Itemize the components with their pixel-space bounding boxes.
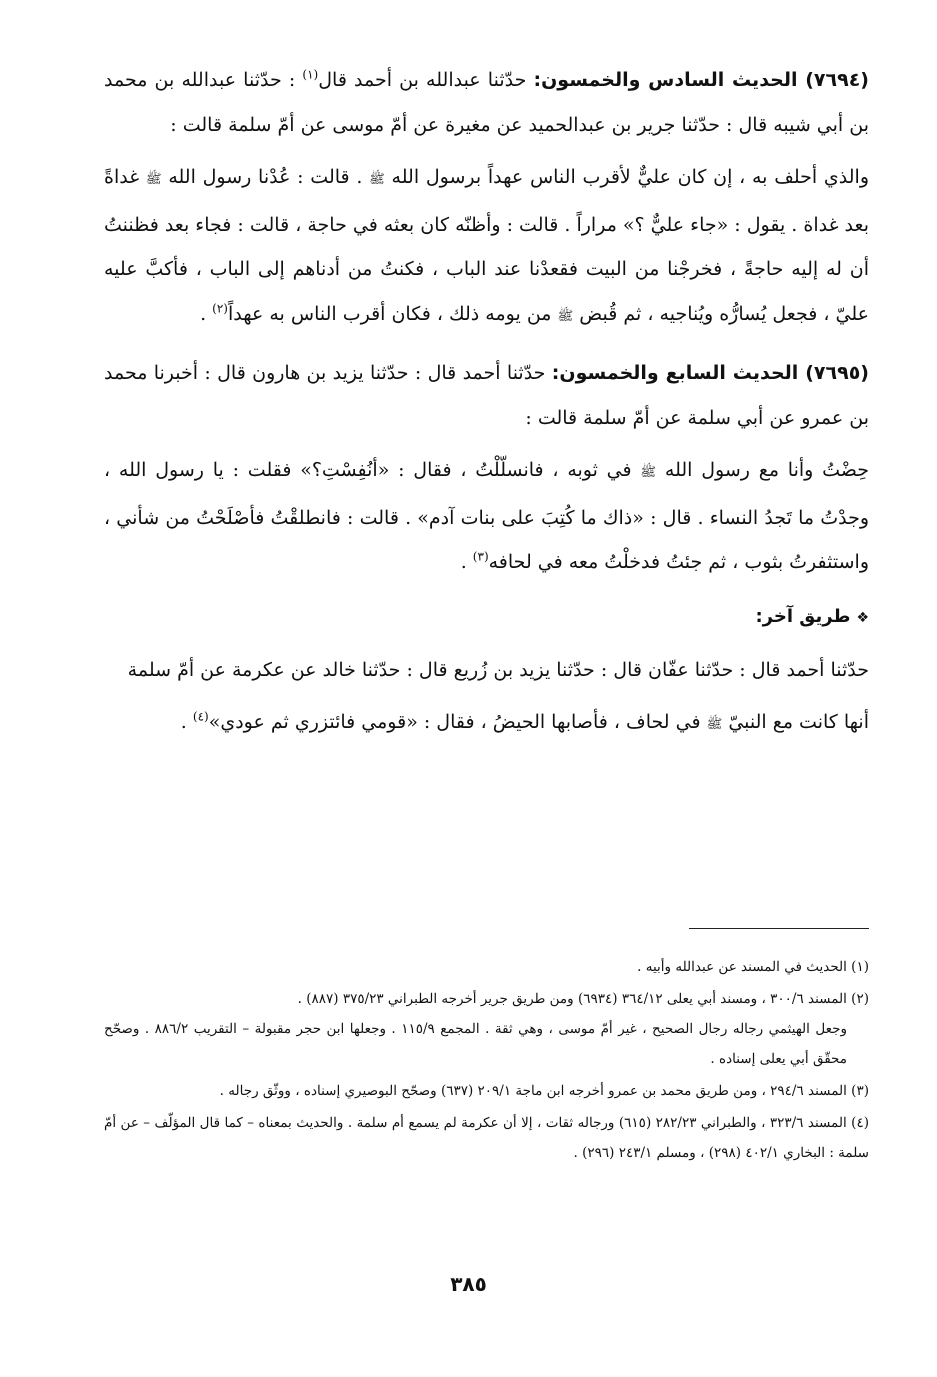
salutation-glyph: ﷺ <box>706 717 723 732</box>
another-route-isnad: حدّثنا أحمد قال : حدّثنا عفّان قال : حدّثنا يزيد بن زُريع قال : حدّثنا خالد عن عكرمة عن أمّ سلمة <box>127 658 869 681</box>
hadith-7694-isnad-2: : حدّثنا عبدالله بن محمد بن أبي شيبه قال : حدّثنا جرير بن عبدالحميد عن مغيرة عن أمّ موسى عن أمّ سلمة قالت : <box>104 69 869 136</box>
footnote-2-continuation: وجعل الهيثمي رجاله رجال الصحيح ، غير أمّ موسى ، وهي ثقة . المجمع ١١٥/٩ . وجعلها ابن حجر مقبولة – التقريب ٨٨٦/٢ . وصحّح محقّق أبي يعلى إسناده . <box>104 1021 847 1067</box>
footnote-4 <box>104 1108 869 1168</box>
hadith-7694-matn-1: والذي أحلف به ، إن كان عليٌّ لأقرب الناس عهداً برسول الله <box>384 166 869 188</box>
hadith-7694-matn-2: . قالت : عُدْنا رسول الله <box>161 166 370 188</box>
footnote-1-text: (١) الحديث في المسند عن عبدالله وأبيه . <box>637 959 869 975</box>
footnote-ref-1[interactable]: (١) <box>302 67 319 82</box>
hadith-7694-heading: (٧٦٩٤) الحديث السادس والخمسون: <box>533 69 869 91</box>
footnote-3-text: (٣) المسند ٢٩٤/٦ ، ومن طريق محمد بن عمرو أخرجه ابن ماجة ٢٠٩/١ (٦٣٧) وصحّح البوصيري إسناده ، ووثّق رجاله . <box>219 1083 869 1099</box>
hadith-7694-matn-3: غداةً بعد غداة . يقول : «جاء عليٌّ ؟» مراراً . قالت : وأظنّه كان بعثه في حاجة ، قالت : فجاء بعد فظننتُ أن له إليه حاجةً ، فخرجْنا من البيت فقعدْنا عند الباب ، فكنتُ من أدناهم إلى الباب ، فأكبَّ عليه عليّ ، فجعل يُسارُّه ويُناجيه ، ثم قُبض <box>103 166 869 325</box>
hadith-7695-heading: (٧٦٩٥) الحديث السابع والخمسون: <box>551 362 869 384</box>
footnote-2 <box>104 984 869 1074</box>
hadith-7695-matn-end: . <box>460 551 473 573</box>
footnote-ref-2[interactable]: (٢) <box>212 301 228 316</box>
another-route-matn-end: . <box>180 711 193 733</box>
hadith-7695-matn-1: حِضْتُ وأنا مع رسول الله <box>656 459 869 481</box>
hadith-7694-matn-end: . <box>200 302 213 325</box>
hadith-7694-matn-4: من يومه ذلك ، فكان أقرب الناس به عهداً <box>227 302 558 325</box>
hadith-7695-isnad-text: حدّثنا أحمد قال : حدّثنا يزيد بن هارون قال : أخبرنا محمد بن عمرو عن أبي سلمة عن أمّ سلمة قالت : <box>104 362 869 429</box>
footnote-3 <box>104 1076 869 1106</box>
another-route-heading <box>104 597 869 638</box>
another-route-matn <box>104 700 869 748</box>
salutation-glyph: ﷺ <box>640 465 657 480</box>
page-number: ٣٨٥ <box>450 1272 487 1296</box>
hadith-7695-matn <box>104 448 869 585</box>
footnotes <box>104 952 869 1170</box>
salutation-glyph: ﷺ <box>369 172 385 187</box>
hadith-7694-isnad-1: حدّثنا عبدالله بن أحمد قال <box>318 69 534 91</box>
another-route-title: طريق آخر: <box>755 605 851 627</box>
main-text <box>104 58 869 760</box>
another-route-matn-1: أنها كانت مع النبيّ <box>722 711 869 733</box>
footnote-ref-4[interactable]: (٤) <box>192 709 209 724</box>
footnote-2-text: (٢) المسند ٣٠٠/٦ ، ومسند أبي يعلى ٣٦٤/١٢ (٦٩٣٤) ومن طريق جرير أخرجه الطبراني ٣٧٥/٢٣ (٨٨٧) . <box>297 991 869 1007</box>
salutation-glyph: ﷺ <box>557 308 574 324</box>
another-route-matn-2: في لحاف ، فأصابها الحيضُ ، فقال : «قومي فائتزري ثم عودي» <box>208 711 707 733</box>
salutation-glyph: ﷺ <box>145 172 162 187</box>
hadith-7694-matn <box>104 155 869 339</box>
footnote-ref-3[interactable]: (٣) <box>472 549 489 564</box>
footnote-4-text: (٤) المسند ٣٢٣/٦ ، والطبراني ٢٨٢/٢٣ (٦١٥) ورجاله ثقات ، إلا أن عكرمة لم يسمع أم سلمة . والحديث بمعناه – كما قال المؤلّف – عن أمّ سلمة : البخاري ٤٠٢/١ (٢٩٨) ، ومسلم ٢٤٣/١ (٢٩٦) . <box>104 1115 869 1161</box>
footnote-1 <box>104 952 869 982</box>
hadith-7695-isnad <box>104 351 869 440</box>
hadith-7694-isnad <box>104 58 869 147</box>
diamond-bullet-icon: ❖ <box>856 609 869 626</box>
hadith-7695-matn-2: في ثوبه ، فانسلّلْتُ ، فقال : «أنُفِسْتِ؟» فقلت : يا رسول الله ، وجدْتُ ما تَجدُ النساء . قال : «ذاك ما كُتِبَ على بنات آدم» . قالت : فانطلقْتُ فأصْلَحْتُ من شأني ، واستثفرتُ بثوب ، ثم جئتُ فدخلْتُ معه في لحافه <box>104 459 869 573</box>
footnote-divider <box>689 928 869 929</box>
